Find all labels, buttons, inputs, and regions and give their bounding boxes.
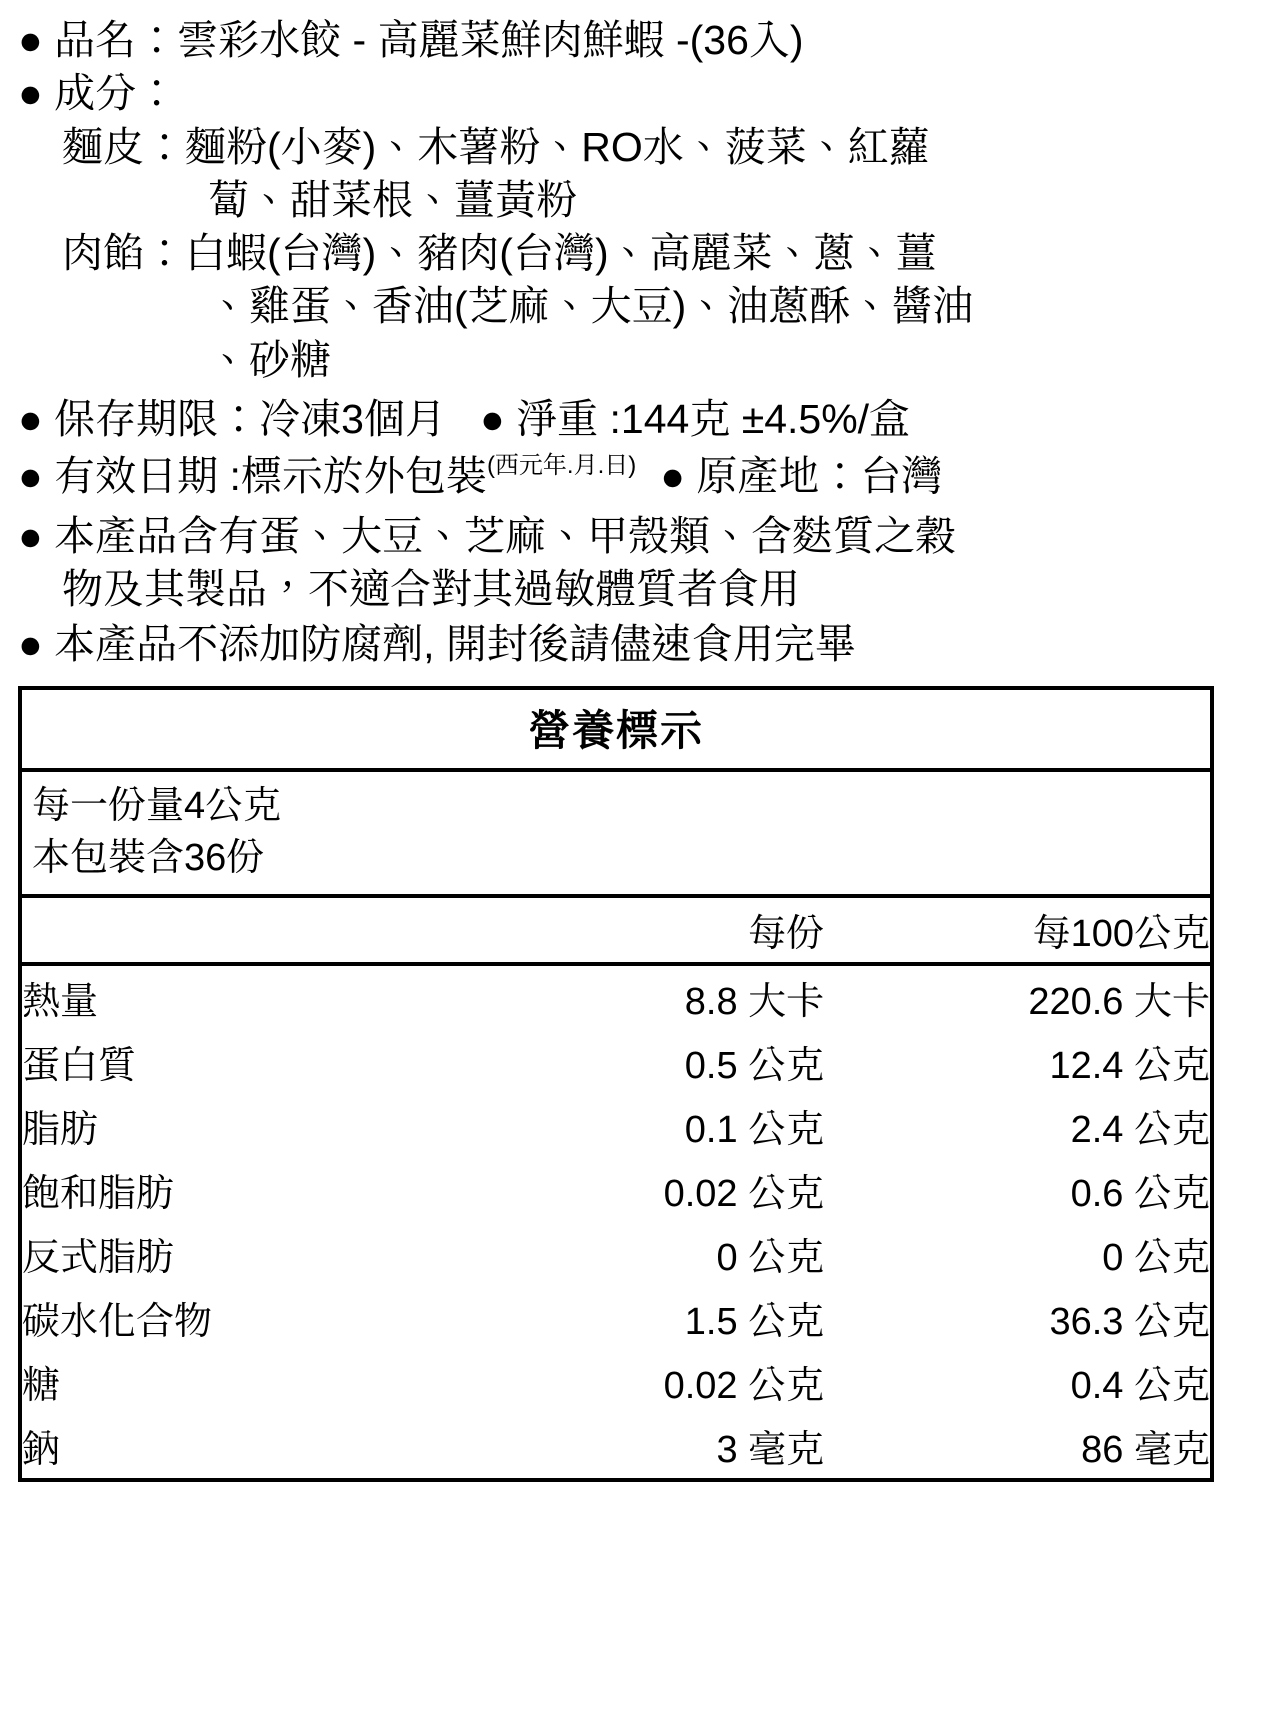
filling-ingredients-row: [18, 227, 1246, 280]
allergen-row: [18, 510, 1246, 563]
serving-size: 每一份量4公克: [32, 784, 282, 827]
nutrition-row: [22, 964, 1210, 1030]
nutrient-name: 糖: [22, 1365, 61, 1408]
nutrient-name: 反式脂肪: [22, 1237, 175, 1280]
nutrient-per-100g: 0.6 公克: [1070, 1173, 1210, 1216]
nutrition-serving-info: [22, 772, 1210, 899]
nutrient-per-100g: 2.4 公克: [1070, 1109, 1210, 1152]
filling-ingredients-line1: 白蝦(台灣)、豬肉(台灣)、高麗菜、蔥、薑: [185, 230, 937, 277]
product-name: ● 品名：雲彩水餃 - 高麗菜鮮肉鮮蝦 -(36入): [18, 17, 804, 63]
allergen-notice-line1: ● 本產品含有蛋、大豆、芝麻、甲殼類、含麩質之穀: [18, 512, 957, 559]
column-header-per-100g: 每100公克: [824, 898, 1210, 964]
allergen-notice-line2: 物及其製品，不適合對其過敏體質者食用: [62, 565, 800, 612]
nutrient-name: 飽和脂肪: [22, 1173, 175, 1216]
nutrition-table-body: [22, 964, 1210, 1478]
nutrient-per-100g: 220.6 大卡: [1028, 981, 1210, 1024]
expiry-origin-row: [18, 450, 1246, 503]
nutrient-per-100g: 0 公克: [1102, 1237, 1210, 1280]
product-info-block: [18, 14, 1246, 672]
dough-ingredients-line2: 蔔、甜菜根、薑黃粉: [208, 176, 577, 223]
nutrition-row: [22, 1222, 1210, 1286]
nutrient-name: 碳水化合物: [22, 1301, 213, 1344]
nutrition-row: [22, 1414, 1210, 1478]
nutrient-per-100g: 0.4 公克: [1070, 1365, 1210, 1408]
nutrient-per-100g: 36.3 公克: [1049, 1301, 1210, 1344]
filling-ingredients-line3: 、砂糖: [208, 336, 331, 383]
shelf-life-weight-row: [18, 393, 1246, 446]
net-weight: ● 淨重 :144克 ±4.5%/盒: [479, 396, 911, 443]
nutrient-per-serving: 0.1 公克: [684, 1109, 825, 1152]
dough-ingredients-row: [18, 121, 1246, 174]
filling-label: 肉餡：: [62, 230, 185, 277]
dough-label: 麵皮：: [62, 123, 185, 170]
nutrient-per-serving: 0.02 公克: [663, 1365, 825, 1408]
nutrition-row: [22, 1094, 1210, 1158]
nutrition-facts-table: [18, 686, 1214, 1483]
nutrient-name: 蛋白質: [22, 1045, 137, 1088]
nutrient-per-serving: 1.5 公克: [684, 1301, 825, 1344]
nutrient-per-serving: 0.02 公克: [663, 1173, 825, 1216]
nutrient-per-serving: 0.5 公克: [684, 1045, 825, 1088]
nutrition-row: [22, 1158, 1210, 1222]
origin-country: ● 原產地：台灣: [660, 453, 943, 500]
nutrition-row: [22, 1350, 1210, 1414]
column-header-per-serving: 每份: [459, 898, 825, 964]
nutrient-name: 鈉: [22, 1429, 61, 1472]
dough-ingredients-line1: 麵粉(小麥)、木薯粉、RO水、菠菜、紅蘿: [185, 123, 930, 170]
nutrient-per-serving: 0 公克: [716, 1237, 825, 1280]
product-name-row: [18, 14, 1246, 67]
servings-per-package: 本包裝含36份: [32, 837, 265, 879]
nutrient-per-100g: 12.4 公克: [1049, 1045, 1210, 1088]
nutrient-per-serving: 3 毫克: [716, 1429, 825, 1472]
preservative-row: [18, 618, 1246, 671]
shelf-life: ● 保存期限：冷凍3個月: [18, 396, 446, 443]
nutrient-name: 脂肪: [22, 1109, 99, 1152]
ingredients-heading: ● 成分：: [18, 70, 178, 117]
nutrient-per-100g: 86 毫克: [1081, 1429, 1210, 1472]
nutrition-table-head: [22, 898, 1210, 964]
nutrition-header-row: [22, 898, 1210, 964]
nutrition-title: 營養標示: [22, 690, 1210, 772]
expiry-date-format-note: (西元年.月.日): [486, 452, 637, 480]
nutrition-values-table: [22, 898, 1210, 1478]
filling-ingredients-line2: 、雞蛋、香油(芝麻、大豆)、油蔥酥、醬油: [208, 283, 974, 330]
ingredients-heading-row: [18, 67, 1246, 120]
expiry-date: ● 有效日期 :標示於外包裝: [18, 453, 487, 500]
nutrient-name: 熱量: [22, 981, 99, 1024]
nutrition-row: [22, 1030, 1210, 1094]
column-header-nutrient: [22, 898, 459, 964]
preservative-notice: ● 本產品不添加防腐劑, 開封後請儘速食用完畢: [18, 621, 856, 668]
nutrition-row: [22, 1286, 1210, 1350]
nutrient-per-serving: 8.8 大卡: [684, 981, 825, 1024]
